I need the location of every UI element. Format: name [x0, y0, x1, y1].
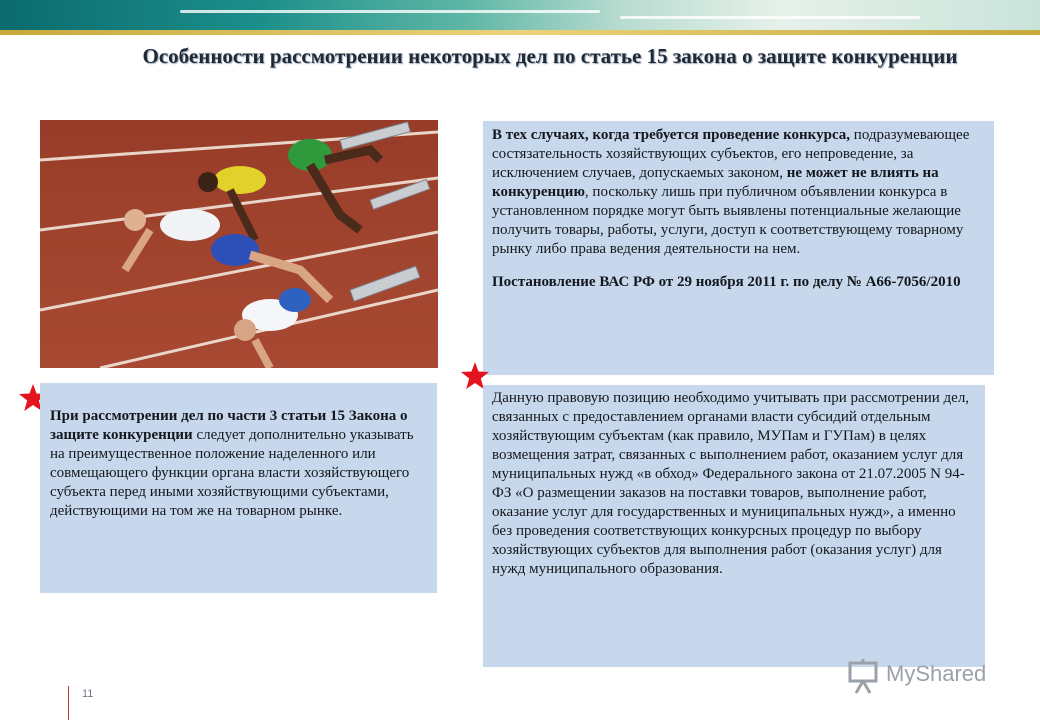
header-banner [0, 0, 1040, 30]
text-fragment: подразумевающее состязательность хозяйствующих субъектов, его непроведение, за исключением случаев, допускаемых законом, [492, 127, 970, 181]
text-fragment: , поскольку лишь при публичном объявлении конкурса в установленном порядке могут быть выявлены потенциальные желающие получить товары, работы, услуги, доступ к соответствующему товарному рынку либо права ведения деятельности на нем. [492, 184, 964, 257]
textbox-article15-part3 [40, 383, 437, 593]
watermark-logo-text: MyShared [886, 661, 987, 686]
banner-streak [620, 16, 920, 19]
paragraph-subsidies: Данную правовую позицию необходимо учитывать при рассмотрении дел, связанных с предоставлением органами власти субсидий отдельным хозяйствующим субъектам (как правило, МУПам и ГУПам) в целях возмещения затрат, связанных с выполнением работ, оказанием услуг для муниципальных нужд «в обход» Федерального закона от 21.07.2005 N 94-ФЗ «О размещении заказов на поставки товаров, выполнение работ, оказание услуг для государственных и муниципальных нужд», а именно без проведения соответствующих конкурсных процедур по выбору хозяйствующих субъектов для выполнения работ (оказания услуг) для нужд муниципального образования. [492, 390, 970, 577]
text-fragment: следует дополнительно указывать на преимущественное положение наделенного или совмещающего функции органа власти хозяйствующего субъекта перед иными хозяйствующими субъектами, действующими на том же на товарном рынке. [50, 427, 414, 519]
header-gold-line [0, 30, 1040, 35]
bold-phrase: не может не влиять на конкуренцию [492, 165, 939, 200]
sprinters-illustration [40, 120, 438, 368]
slide-title: Особенности рассмотрении некоторых дел по статье 15 закона о защите конкуренции [142, 44, 958, 68]
paragraph-part3 [50, 407, 427, 521]
textbox-subsidies-position [483, 385, 985, 667]
bold-phrase: В тех случаях, когда требуется проведение конкурса, [492, 127, 851, 143]
paragraph-tender [492, 126, 984, 259]
textbox-tender-requirement [483, 121, 994, 375]
banner-streak [180, 10, 600, 13]
court-ruling-reference [492, 273, 984, 292]
bold-phrase: Постановление ВАС РФ от 29 ноября 2011 г. по делу № А66-7056/2010 [492, 274, 961, 290]
sprinters-photo [40, 120, 438, 368]
page-number: 11 [82, 688, 94, 700]
bold-phrase: При рассмотрении дел по части 3 статьи 15 Закона о защите конкуренции [50, 408, 408, 443]
page-divider [68, 686, 69, 720]
